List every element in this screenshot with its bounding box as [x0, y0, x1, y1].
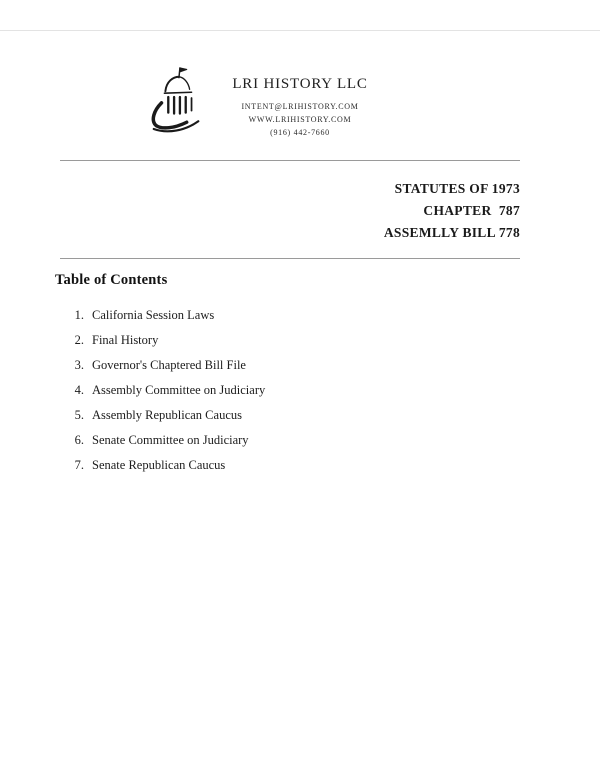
toc-item-number: 5. — [74, 408, 84, 422]
scan-edge-line — [0, 30, 600, 31]
capitol-dome-sketch-icon — [146, 62, 208, 136]
table-of-contents — [55, 272, 475, 484]
toc-item-label: Senate Republican Caucus — [92, 458, 226, 472]
contact-phone: (916) 442-7660 — [270, 128, 330, 137]
toc-item — [68, 334, 475, 348]
toc-title: Table of Contents — [55, 272, 168, 288]
toc-item-number: 4. — [74, 383, 84, 397]
toc-item-label: Assembly Republican Caucus — [92, 408, 242, 422]
toc-item-label: Governor's Chaptered Bill File — [92, 358, 246, 372]
statutes-line: STATUTES OF 1973 — [394, 181, 520, 196]
contact-email: INTENT@LRIHISTORY.COM — [241, 102, 359, 111]
chapter-line: CHAPTER 787 — [423, 203, 520, 218]
bill-line: ASSEMLLY BILL 778 — [383, 225, 520, 240]
contact-website: WWW.LRIHISTORY.COM — [248, 115, 352, 124]
toc-item-label: California Session Laws — [92, 308, 215, 322]
horizontal-rule-bottom — [60, 258, 520, 259]
toc-item-number: 1. — [74, 308, 84, 322]
toc-item — [68, 359, 475, 373]
toc-item-number: 2. — [74, 333, 84, 347]
horizontal-rule-top — [60, 160, 520, 161]
toc-item-label: Senate Committee on Judiciary — [92, 433, 249, 447]
toc-item — [68, 309, 475, 323]
toc-item — [68, 384, 475, 398]
toc-item-number: 6. — [74, 433, 84, 447]
company-name: LRI HISTORY LLC — [232, 76, 368, 92]
toc-item-number: 7. — [74, 458, 84, 472]
statute-reference-block — [384, 178, 520, 244]
toc-item — [68, 459, 475, 473]
toc-list — [55, 309, 475, 473]
toc-item-number: 3. — [74, 358, 84, 372]
toc-item — [68, 434, 475, 448]
toc-item-label: Assembly Committee on Judiciary — [92, 383, 266, 397]
toc-item — [68, 409, 475, 423]
toc-item-label: Final History — [92, 333, 159, 347]
letterhead — [205, 76, 395, 139]
